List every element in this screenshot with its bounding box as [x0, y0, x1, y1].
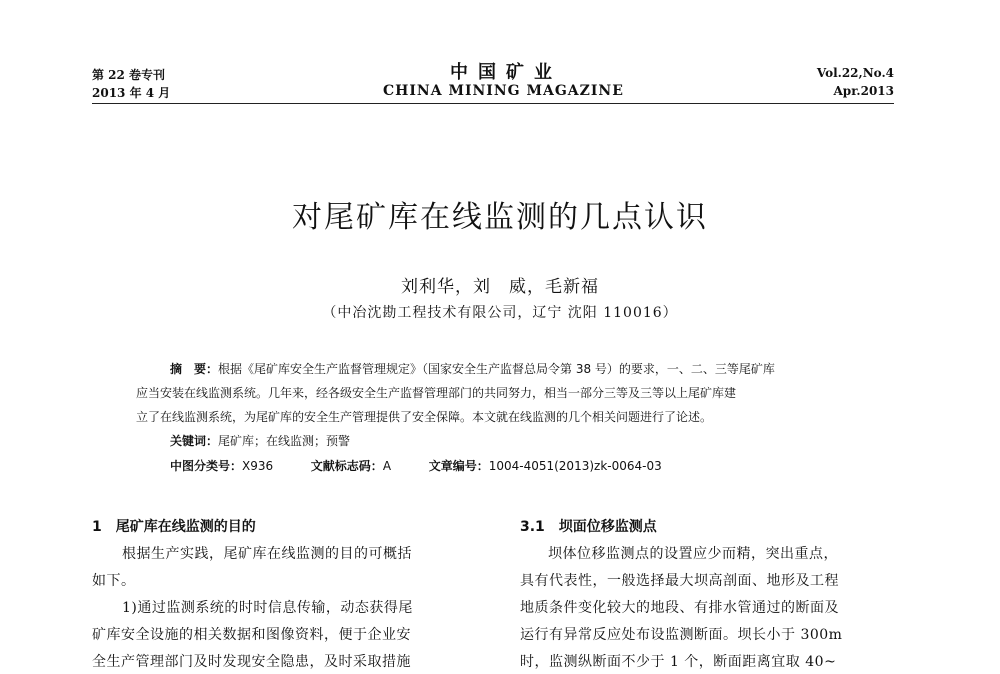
left-body-line: 根据生产实践，尾矿库在线监测的目的可概括	[122, 546, 412, 562]
classification-line	[170, 457, 662, 474]
right-body-line: 地质条件变化较大的地段、有排水管通过的断面及	[520, 600, 839, 616]
header-volume: 第 22 卷专刊	[92, 68, 166, 82]
right-body-line: 运行有异常反应处布设监测断面。坝长小于 300m	[520, 627, 843, 643]
doc-code-value: A	[382, 459, 392, 473]
right-body-line: 时，监测纵断面不少于 1 个，断面距离宜取 40~	[520, 654, 837, 670]
abstract-line-2: 应当安装在线监测系统。几年来，经各级安全生产监督管理部门的共同努力，相当一部分三等及三等以上尾矿库建	[136, 386, 737, 400]
right-body-line: 具有代表性，一般选择最大坝高剖面、地形及工程	[520, 573, 839, 589]
left-body-line: 矿库安全设施的相关数据和图像资料，便于企业安	[92, 627, 411, 643]
clc-value: X936	[242, 459, 274, 473]
header-volume-en: Vol.22,No.4	[816, 66, 894, 80]
abstract-line-3: 立了在线监测系统，为尾矿库的安全生产管理提供了安全保障。本文就在线监测的几个相关问题进行了论述。	[136, 410, 713, 424]
section-heading-3-1: 3.1 坝面位移监测点	[520, 519, 657, 535]
left-body-line: 如下。	[92, 573, 136, 589]
keywords-text: 尾矿库；在线监测；预警	[218, 434, 351, 448]
header-date: 2013 年 4 月	[92, 86, 171, 100]
left-body-line: 1)通过监测系统的时时信息传输，动态获得尾	[122, 600, 413, 616]
article-no-value: 1004-4051(2013)zk-0064-03	[488, 459, 662, 473]
right-body-line: 坝体位移监测点的设置应少而精，突出重点，	[548, 546, 838, 562]
header-date-en: Apr.2013	[833, 84, 894, 98]
journal-title-en: CHINA MINING MAGAZINE	[383, 83, 624, 99]
abstract-text-1: 根据《尾矿库安全生产监督管理规定》（国家安全生产监督总局令第 38 号）的要求，一、二、三等尾矿库	[218, 362, 775, 376]
keywords-line	[170, 432, 350, 449]
journal-title-cn: 中国矿业	[450, 62, 562, 83]
doc-code-label: 文献标志码：	[310, 459, 383, 473]
article-no-label: 文章编号：	[428, 459, 489, 473]
article-authors: 刘利华，刘 威，毛新福	[401, 277, 599, 297]
keywords-label: 关键词：	[170, 434, 219, 448]
abstract-label: 摘 要：	[170, 362, 219, 376]
section-heading-1: 1 尾矿库在线监测的目的	[92, 519, 256, 535]
header-rule	[92, 103, 894, 104]
clc-label: 中图分类号：	[170, 459, 243, 473]
left-body-line: 全生产管理部门及时发现安全隐患，及时采取措施	[92, 654, 411, 670]
article-title: 对尾矿库在线监测的几点认识	[292, 200, 708, 235]
abstract-line-1	[170, 360, 775, 377]
article-affiliation: （中冶沈勘工程技术有限公司，辽宁 沈阳 110016）	[322, 305, 678, 321]
